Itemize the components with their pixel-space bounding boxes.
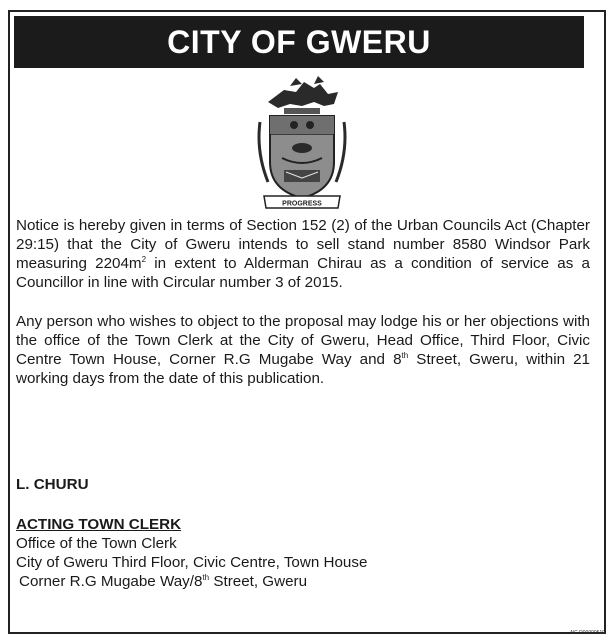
notice-text: in extent to Alderman Chirau as a condition of service as a Councillor in line with Circular number 3 of 2015. [16, 255, 590, 291]
superscript: th [202, 572, 210, 582]
page-title: CITY OF GWERU [167, 23, 431, 60]
address-line-3 [19, 573, 307, 590]
signatory-title: ACTING TOWN CLERK [16, 516, 182, 533]
crest-motto: PROGRESS [282, 200, 322, 208]
coat-of-arms-icon [254, 72, 350, 212]
reference-code: NC D00000519 [570, 630, 605, 636]
notice-paragraph-2 [16, 312, 590, 388]
address-text: Corner R.G Mugabe Way/8 [19, 573, 203, 590]
signatory-name: L. CHURU [16, 476, 89, 493]
superscript: 2 [141, 254, 147, 264]
address-line-2: City of Gweru Third Floor, Civic Centre, Town House [16, 554, 368, 571]
address-text: Street, Gweru [209, 573, 308, 590]
header-banner [14, 16, 584, 68]
notice-paragraph-1 [16, 216, 590, 292]
notice-text: Street, Gweru, within 21 working days from the date of this publication. [16, 351, 591, 387]
notice-text: Any person who wishes to object to the proposal may lodge his or her objections with the office of the Town Clerk at the City of Gweru, Head Office, Third Floor, Civic Centre Town House, Corner R.G Mugabe Way and 8 [16, 313, 590, 368]
superscript: th [401, 350, 409, 360]
address-line-1: Office of the Town Clerk [16, 535, 177, 552]
notice-text: Notice is hereby given in terms of Section 152 (2) of the Urban Councils Act (Chapter 29:15) that the City of Gweru intends to sell stand number 8580 Windsor Park measuring 2204m [16, 217, 590, 272]
